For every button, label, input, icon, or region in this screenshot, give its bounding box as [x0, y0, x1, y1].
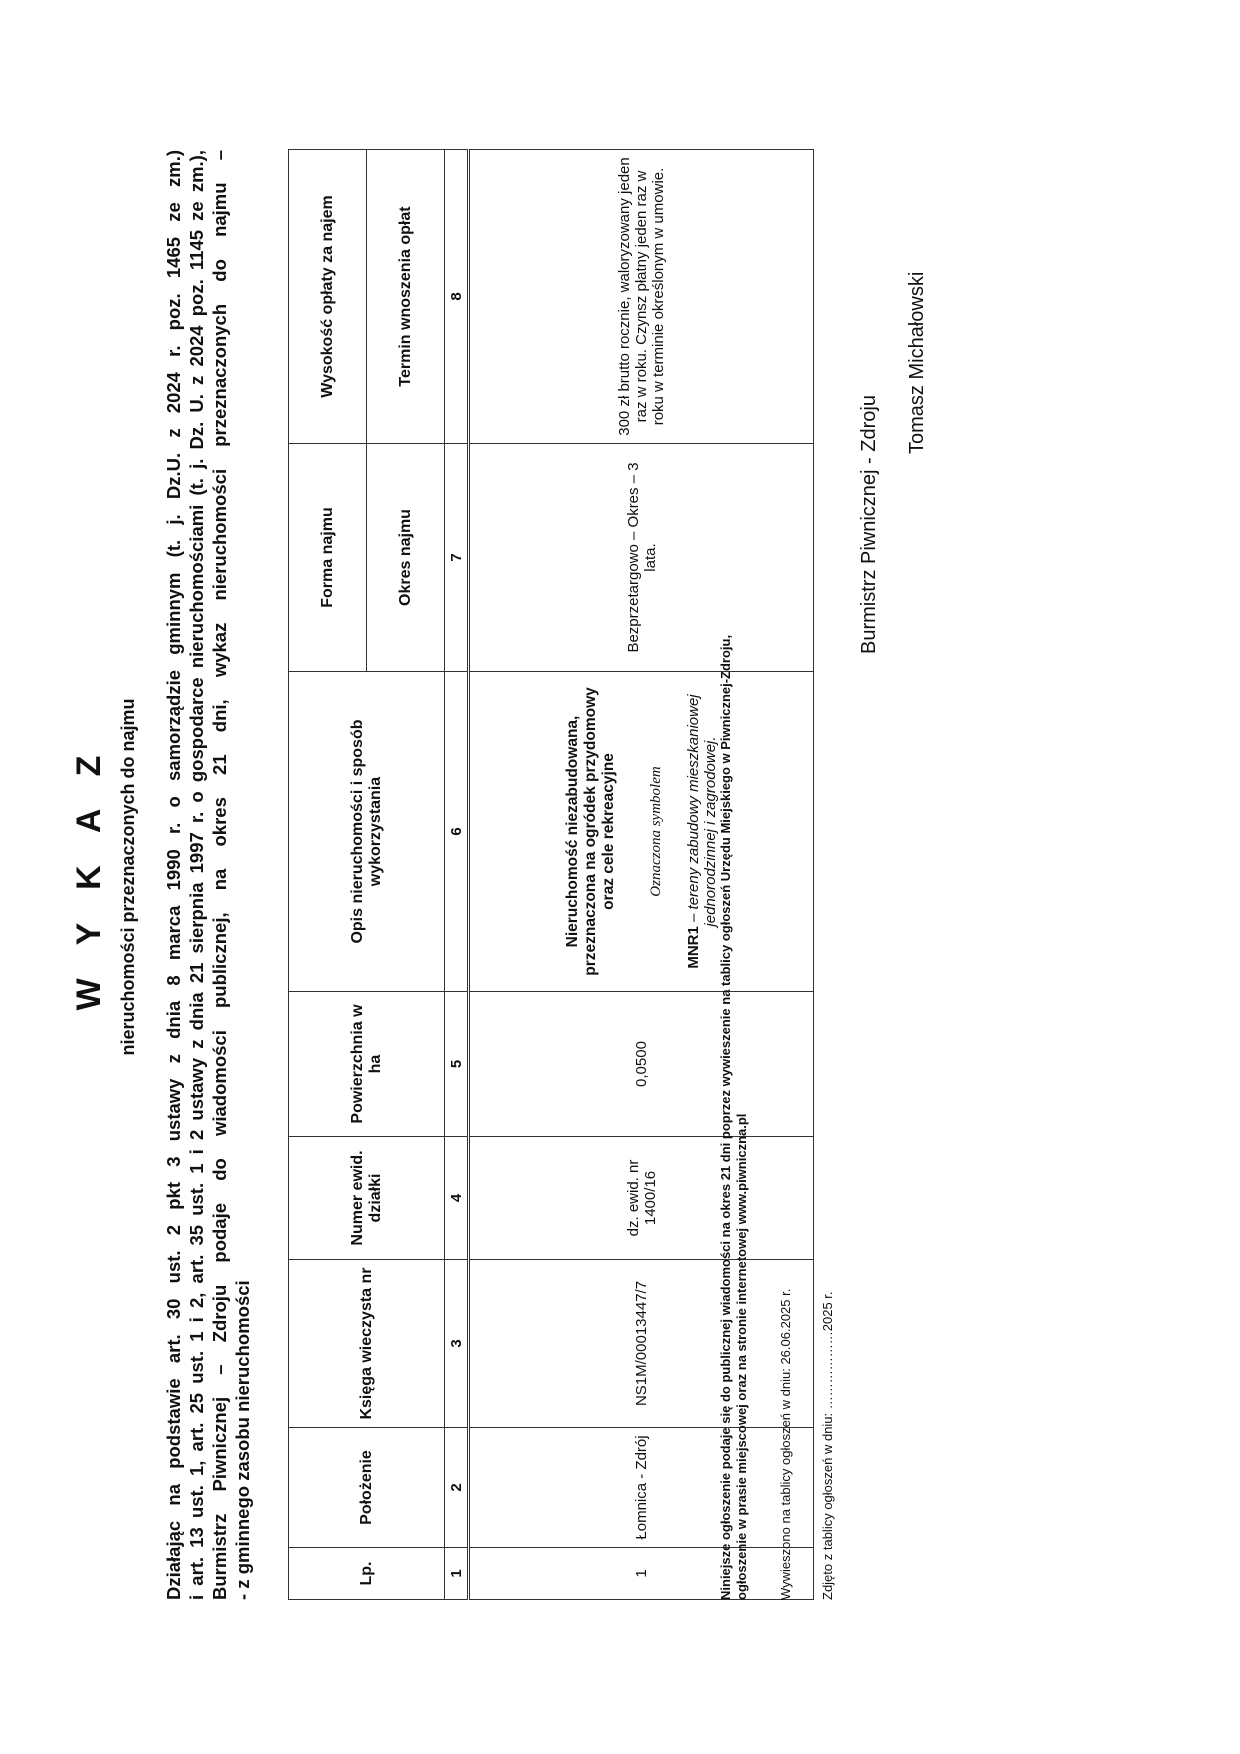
opis-main: Nieruchomość niezabudowana, przeznaczona na ogródek przydomowy oraz cele rekreacyjne	[564, 687, 617, 976]
column-number: 1	[445, 1548, 469, 1600]
column-number: 5	[445, 992, 469, 1137]
intro-paragraph	[162, 150, 254, 1600]
intro-line: Działając na podstawie art. 30 ust. 2 pkt 3 ustawy z dnia 8 marca 1990 r. o samorządzie gminnym (t. j. Dz.U. z 2024 r. poz. 1465 ze zm.)	[163, 150, 184, 1600]
header-lp: Lp.	[289, 1548, 445, 1600]
notice-line: ogłoszenie w prasie miejscowej oraz na stronie internetowej www.piwniczna.pl	[734, 1113, 749, 1600]
header-opis: Opis nieruchomości i sposób wykorzystania	[289, 672, 445, 992]
column-number-row	[445, 150, 469, 1600]
column-number: 7	[445, 444, 469, 672]
header-ksiega: Księga wieczysta nr	[289, 1260, 445, 1428]
document-title: W Y K A Z	[70, 743, 108, 1011]
posted-date: Wywieszono na tablicy ogłoszeń w dniu: 26.06.2025 r.	[778, 1288, 793, 1600]
column-number: 8	[445, 150, 469, 444]
document-subtitle: nieruchomości przeznaczonych do najmu	[118, 698, 138, 1056]
removed-date: Zdjęto z tablicy ogłoszeń w dniu: ………………2025 r.	[820, 1291, 835, 1600]
cell-ksiega: NS1M/00013447/7	[469, 1260, 814, 1428]
opis-label: Oznaczona symbolem	[648, 766, 664, 897]
header-numer: Numer ewid. działki	[289, 1137, 445, 1260]
signature-name: Tomasz Michałowski	[906, 271, 928, 454]
header-forma: Forma najmu	[289, 444, 367, 672]
intro-line: - z gminnego zasobu nieruchomości	[232, 1280, 253, 1600]
publication-notice	[718, 150, 750, 1600]
cell-numer: dz. ewid. nr 1400/16	[469, 1137, 814, 1260]
notice-line: Niniejsze ogłoszenie podaje się do publicznej wiadomości na okres 21 dni poprzez wywieszenie na tablicy ogłoszeń Urzędu Miejskiego w Piwnicznej-Zdroju,	[718, 634, 733, 1600]
header-termin: Termin wnoszenia opłat	[367, 150, 445, 444]
cell-polozenie: Łomnica - Zdrój	[469, 1428, 814, 1548]
cell-okres: Bezprzetargowo – Okres – 3 lata.	[469, 444, 814, 672]
table-row	[469, 150, 814, 1600]
cell-opis	[469, 672, 814, 992]
column-number: 2	[445, 1428, 469, 1548]
column-number: 6	[445, 672, 469, 992]
cell-oplata: 300 zł brutto rocznie, waloryzowany jeden raz w roku. Czynsz płatny jeden raz w roku w terminie określonym w umowie.	[469, 150, 814, 444]
header-powierzchnia: Powierzchnia w ha	[289, 992, 445, 1137]
cell-powierzchnia: 0,0500	[469, 992, 814, 1137]
column-number: 4	[445, 1137, 469, 1260]
signature-role: Burmistrz Piwnicznej - Zdroju	[858, 395, 880, 654]
header-polozenie: Położenie	[289, 1428, 445, 1548]
opis-symbol-line	[685, 678, 719, 985]
cell-lp: 1	[469, 1548, 814, 1600]
intro-line: Burmistrz Piwnicznej – Zdroju podaje do wiadomości publicznej, na okres 21 dni, wykaz nieruchomości przeznaczonych do najmu –	[209, 150, 230, 1600]
opis-symbol: MNR1	[685, 926, 702, 969]
header-wysokosc: Wysokość opłaty za najem	[289, 150, 367, 444]
column-number: 3	[445, 1260, 469, 1428]
header-okres: Okres najmu	[367, 444, 445, 672]
intro-line: i art. 13 ust. 1, art. 25 ust. 1 i 2, art. 35 ust. 1 i 2 ustawy z dnia 21 sierpnia 1997 r. o gospodarce nieruchomościami (t. j. Dz. U. z 2024 poz. 1145 ze zm.),	[186, 150, 207, 1600]
opis-symbol-desc: – tereny zabudowy mieszkaniowej jednorodzinnej i zagrodowej.	[685, 694, 719, 927]
